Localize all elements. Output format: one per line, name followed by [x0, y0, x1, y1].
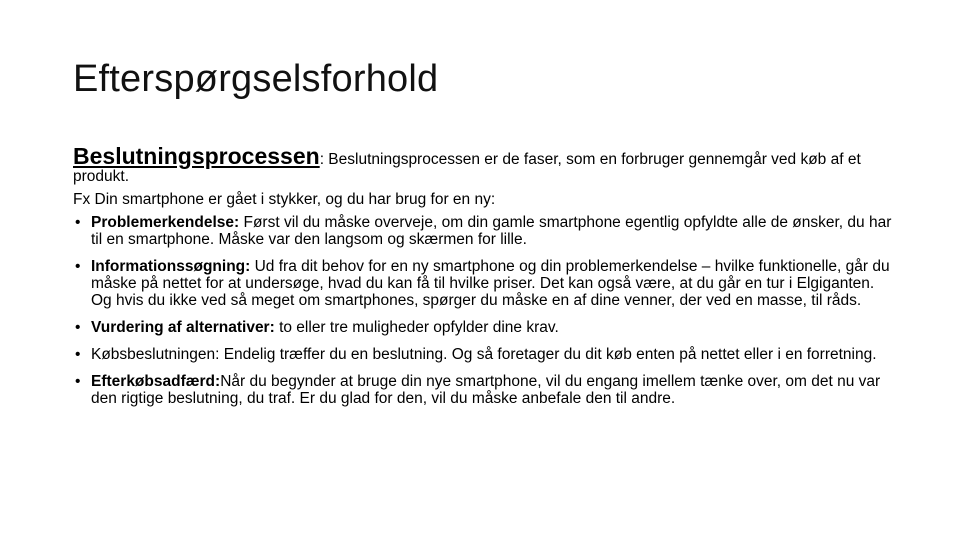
definition-paragraph: [73, 143, 893, 185]
bullet-term: Vurdering af alternativer:: [91, 319, 275, 336]
heading-definition: Beslutningsprocessen er de faser, som en forbruger gennemgår ved køb af et produkt.: [73, 151, 861, 185]
heading-term: Beslutningsprocessen: [73, 143, 320, 169]
bullet-text: Købsbeslutningen: Endelig træffer du en beslutning. Og så foretager du dit køb enten på nettet eller i en forretning.: [91, 346, 877, 363]
bullet-icon: •: [75, 258, 81, 275]
bullet-icon: •: [75, 319, 81, 336]
bullet-icon: •: [75, 346, 81, 363]
bullet-list: [73, 214, 893, 407]
list-item: [73, 214, 893, 248]
example-intro: Fx Din smartphone er gået i stykker, og du har brug for en ny:: [73, 191, 496, 208]
bullet-term: Problemerkendelse:: [91, 214, 240, 231]
list-item: [73, 258, 893, 309]
bullet-term: Informationssøgning:: [91, 258, 251, 275]
list-item: [73, 373, 893, 407]
list-item: [73, 319, 893, 336]
bullet-icon: •: [75, 214, 81, 231]
slide-title: Efterspørgselsforhold: [73, 58, 439, 100]
list-item: [73, 346, 893, 363]
bullet-icon: •: [75, 373, 81, 390]
bullet-text: Ud fra dit behov for en ny smartphone og din problemerkendelse – hvilke funktionelle, går du måske på nettet for at undersøge, hvad du kan få til hvilke priser. Det kan også være, at du går en tur i Elgiganten. Og hvis du ikke ved så meget om smartphones, spørger du måske en af dine venner, der ved en masse, til råds.: [91, 258, 890, 309]
heading-colon: :: [319, 151, 324, 168]
bullet-text: Først vil du måske overveje, om din gamle smartphone egentlig opfyldte alle de ønsker, du har til en smartphone. Måske var den langsom og skærmen for lille.: [91, 214, 892, 248]
bullet-text: to eller tre muligheder opfylder dine krav.: [274, 319, 559, 336]
bullet-term: Efterkøbsadfærd:: [91, 373, 221, 390]
slide-body: [73, 143, 893, 417]
bullet-text: Når du begynder at bruge din nye smartphone, vil du engang imellem tænke over, om det nu var den rigtige beslutning, du traf. Er du glad for den, vil du måske anbefale den til andre.: [91, 373, 881, 407]
